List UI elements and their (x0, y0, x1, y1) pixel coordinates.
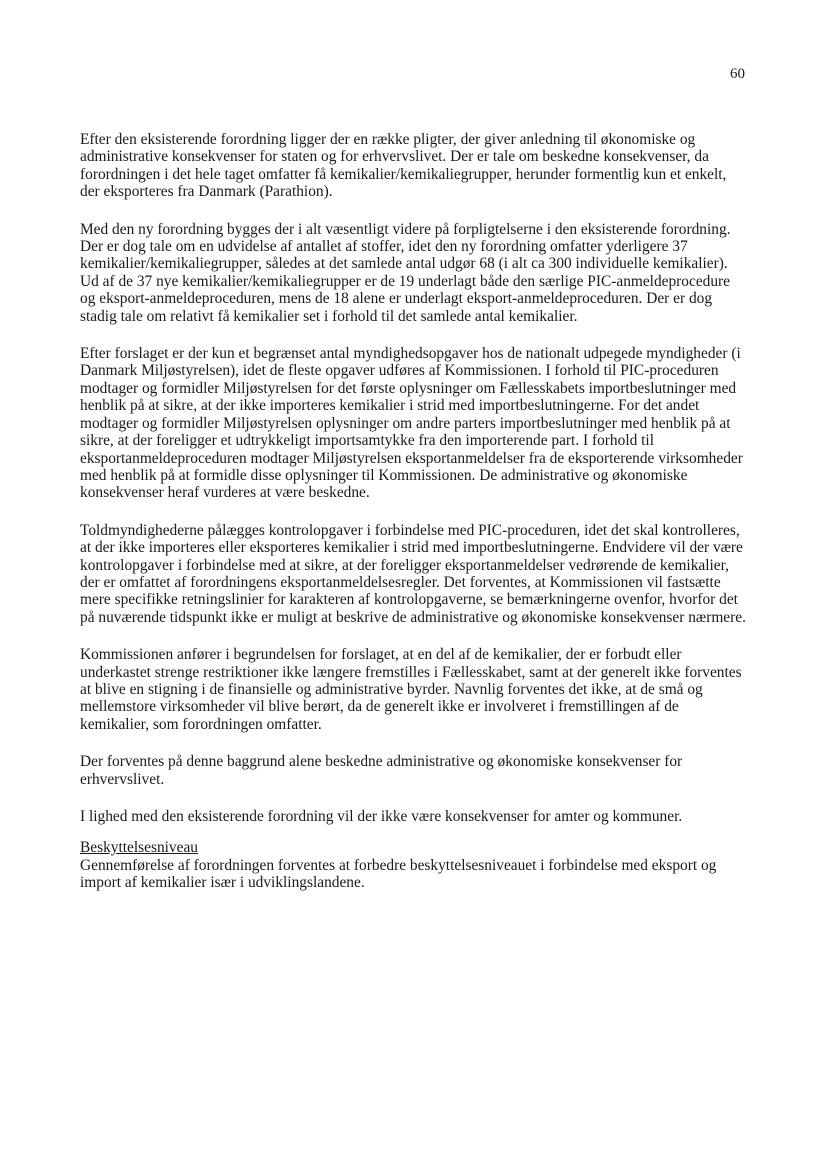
section-paragraph: Gennemførelse af forordningen forventes at forbedre beskyttelsesniveauet i forbindelse med eksport og import af kemikalier især i udviklingslandene. (80, 856, 717, 892)
document-body (80, 131, 748, 912)
paragraph-4: Toldmyndighederne pålægges kontrolopgaver i forbindelse med PIC-proceduren, idet det skal kontrolleres, at der ikke importeres eller eksporteres kemikalier i strid med importbeslutningerne. Endvidere vil der være kontrolopgaver i forbindelse med at sikre, at der foreligger eksportanmeldelser vedrørende de kemikalier, der er omfattet af forordningens eksportanmeldelsesregler. Det forventes, at Kommissionen vil fastsætte mere specifikke retningslinier for karakteren af kontrolopgaverne, se bemærkningerne ovenfor, hvorfor det på nuværende tidspunkt ikke er muligt at beskrive de administrative og økonomiske konsekvenser nærmere. (80, 521, 746, 626)
paragraph-7: I lighed med den eksisterende forordning vil der ikke være konsekvenser for amter og kommuner. (80, 808, 683, 825)
paragraph-3: Efter forslaget er der kun et begrænset antal myndighedsopgaver hos de nationalt udpegede myndigheder (i Danmark Miljøstyrelsen), idet de fleste opgaver udføres af Kommissionen. I forhold til PIC-proceduren modtager og formidler Miljøstyrelsen for det første oplysninger om Fællesskabets importbeslutninger med henblik på at sikre, at der ikke importeres kemikalier i strid med importbeslutningerne. For det andet modtager og formidler Miljøstyrelsen oplysninger om andre parters importbeslutninger med henblik på at sikre, at der foreligger et udtrykkeligt importsamtykke fra den importerende part. I forhold til eksportanmeldeproceduren modtager Miljøstyrelsen eksportanmeldelser fra de eksporterende virksomheder med henblik på at formidle disse oplysninger til Kommissionen. De administrative og økonomiske konsekvenser heraf vurderes at være beskedne. (80, 345, 743, 502)
page-number: 60 (730, 66, 745, 82)
section-heading: Beskyttelsesniveau (80, 839, 198, 857)
paragraph-5: Kommissionen anfører i begrundelsen for forslaget, at en del af de kemikalier, der er forbudt eller underkastet strenge restriktioner ikke længere fremstilles i Fællesskabet, samt at der generelt ikke forventes at blive en stigning i de finansielle og administrative byrder. Navnlig forventes det ikke, at de små og mellemstore virksomheder vil blive berørt, da de generelt ikke er involveret i fremstillingen af de kemikalier, som forordningen omfatter. (80, 646, 742, 733)
paragraph-6: Der forventes på denne baggrund alene beskedne administrative og økonomiske konsekvenser for erhvervslivet. (80, 753, 683, 788)
paragraph-2: Med den ny forordning bygges der i alt væsentligt videre på forpligtelserne i den eksisterende forordning. Der er dog tale om en udvidelse af antallet af stoffer, idet den ny forordning omfatter yderligere 37 kemikalier/kemikaliegrupper, således at det samlede antal udgør 68 (i alt ca 300 individuelle kemikalier). Ud af de 37 nye kemikalier/kemikaliegrupper er de 19 underlagt både den særlige PIC-anmeldeprocedure og eksport-anmeldeproceduren, mens de 18 alene er underlagt eksport-anmeldeproceduren. Der er dog stadig tale om relativt få kemikalier set i forhold til det samlede antal kemikalier. (80, 220, 731, 325)
paragraph-1: Efter den eksisterende forordning ligger der en række pligter, der giver anledning til økonomiske og administrative konsekvenser for staten og for erhvervslivet. Der er tale om beskedne konsekvenser, da forordningen i det hele taget omfatter få kemikalier/kemikaliegrupper, herunder formentlig kun et enkelt, der eksporteres fra Danmark (Parathion). (80, 131, 727, 201)
